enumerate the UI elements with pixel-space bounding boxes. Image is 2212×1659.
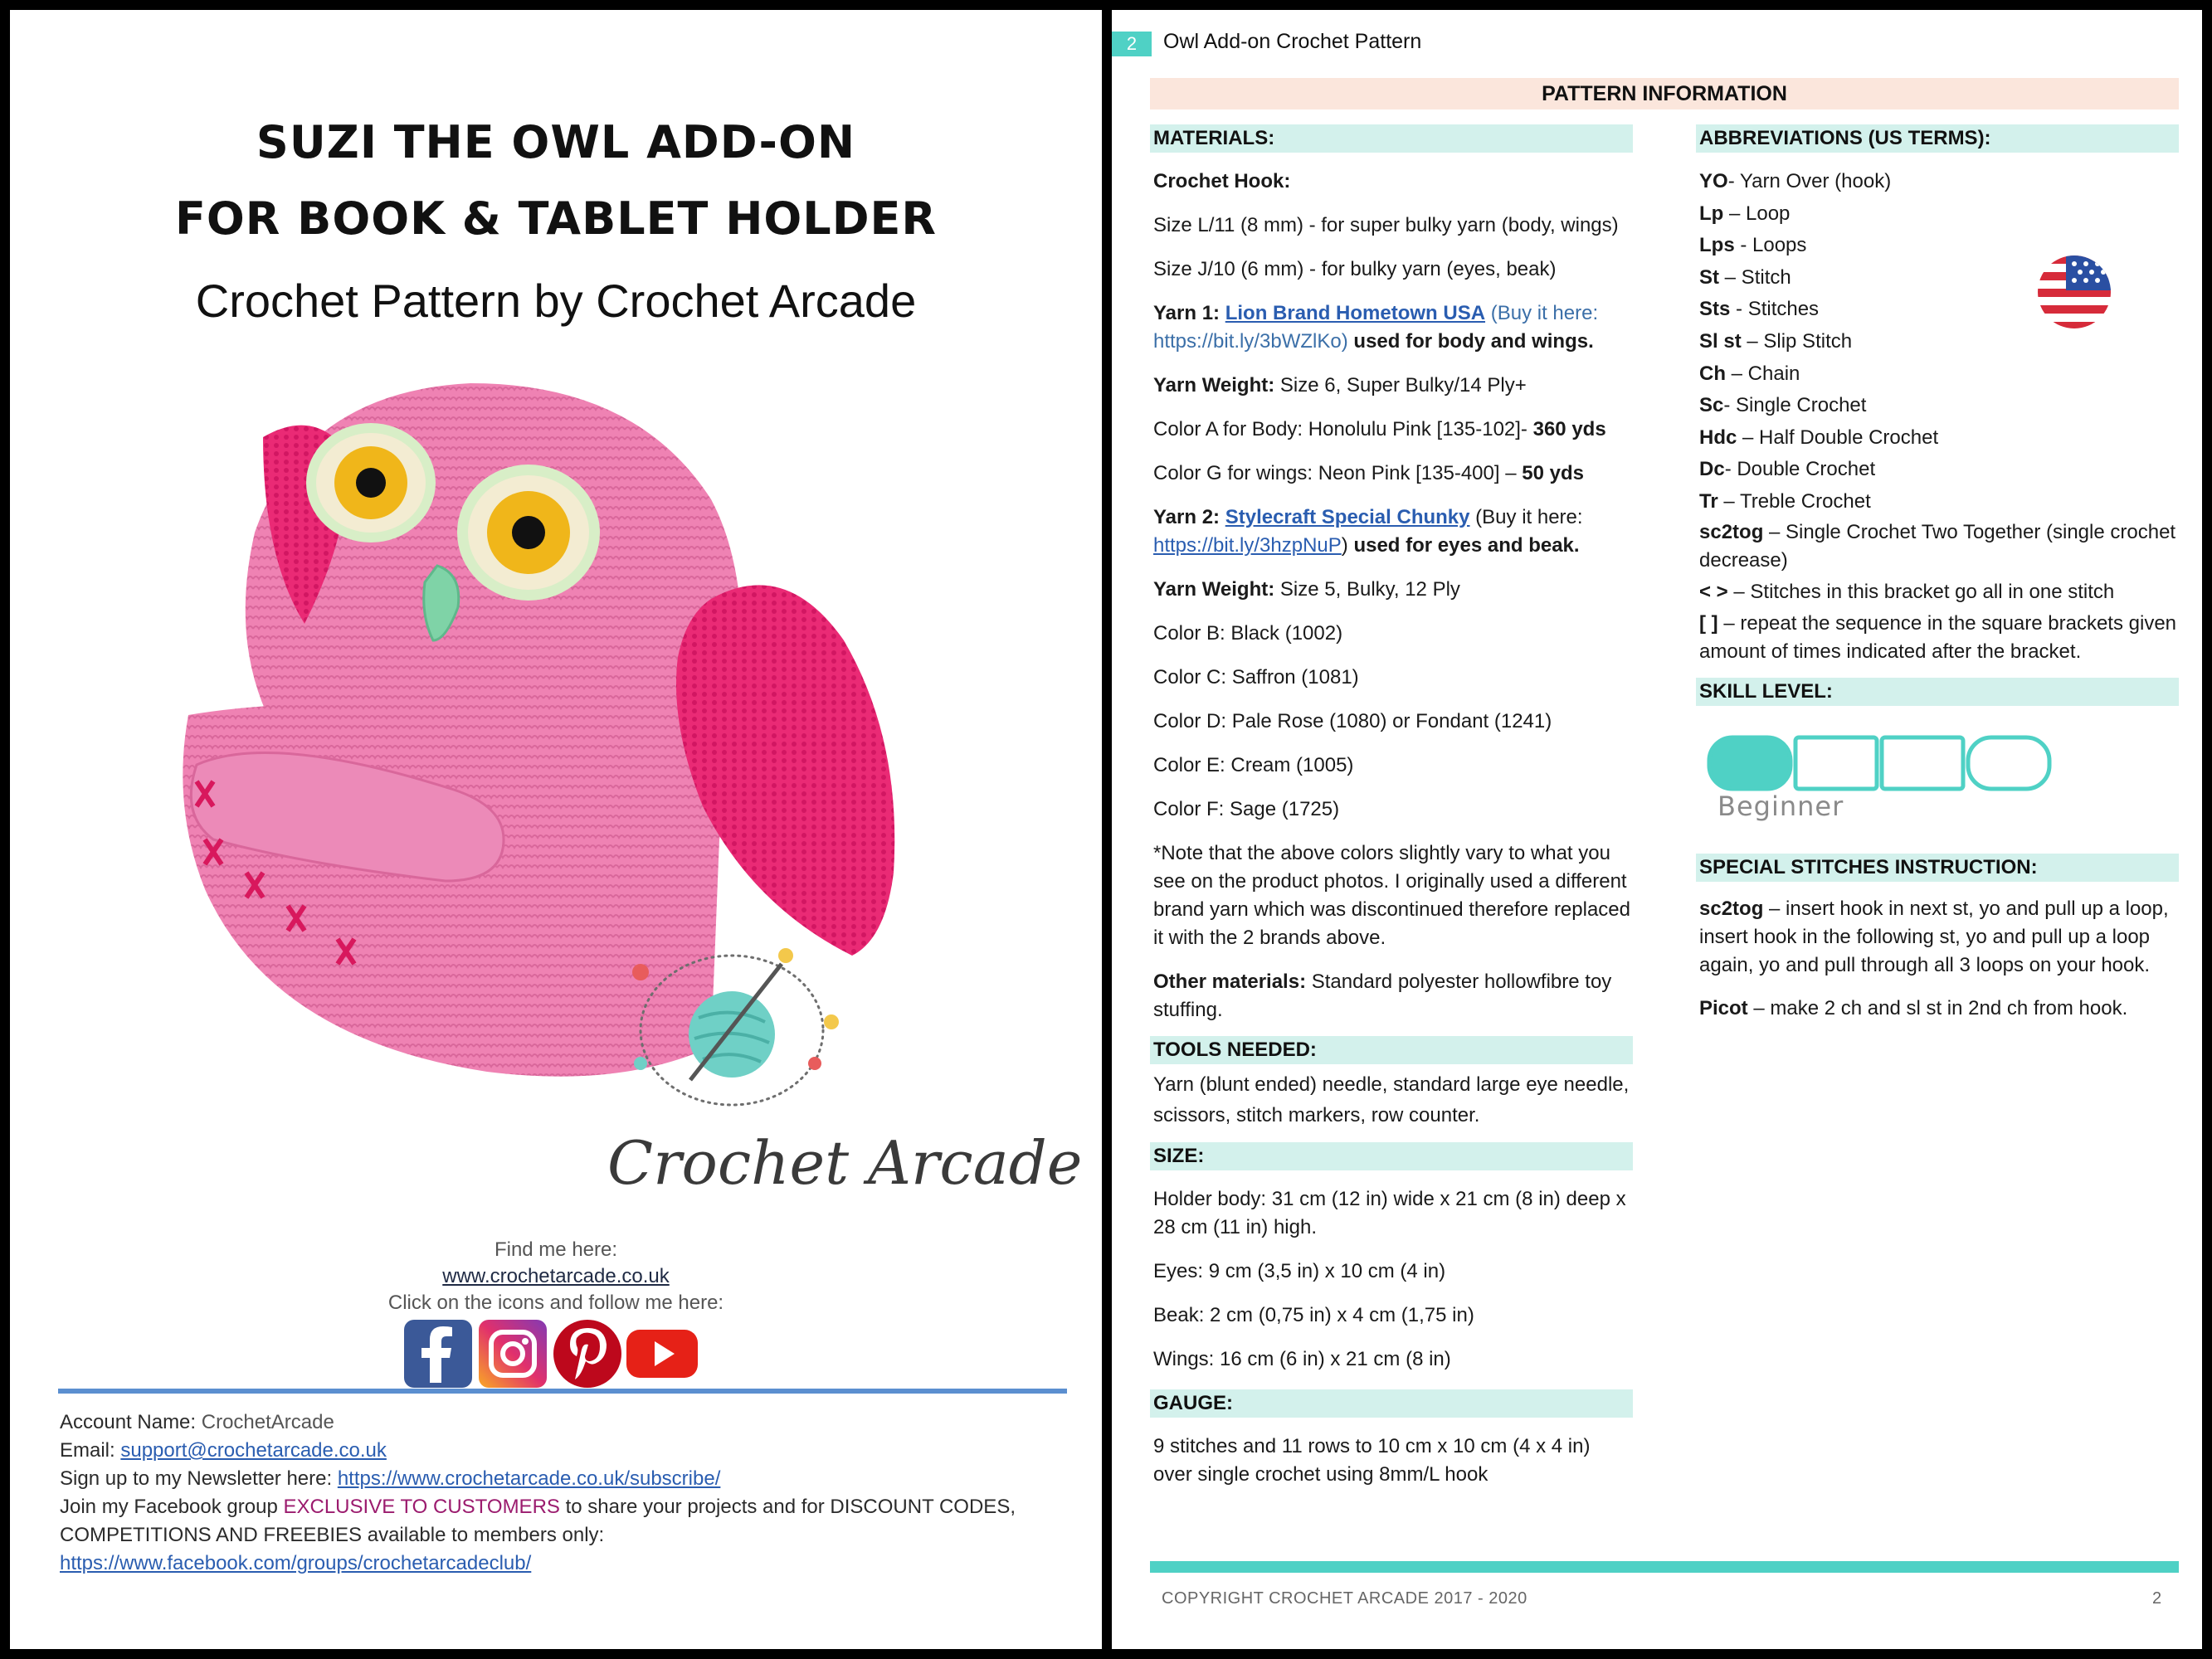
- abbreviation-item: [1696, 166, 2179, 198]
- contact-info: [60, 1408, 1080, 1578]
- cover-subtitle: Crochet Pattern by Crochet Arcade: [195, 275, 917, 327]
- abbreviation-term: < >: [1699, 580, 1728, 603]
- footer-page-number: 2: [2152, 1589, 2162, 1608]
- color-d: Color D: Pale Rose (1080) or Fondant (1241): [1153, 710, 1552, 732]
- facebook-icon[interactable]: [404, 1320, 472, 1388]
- abbreviation-desc: – Single Crochet Two Together (single crochet decrease): [1699, 520, 2176, 572]
- abbreviation-term: Sl st: [1699, 329, 1742, 353]
- abbreviation-item: [1696, 486, 2179, 518]
- instagram-icon[interactable]: [479, 1320, 547, 1388]
- skill-segment: [1968, 737, 2049, 789]
- color-note: *Note that the above colors slightly vary to what you see on the product photos. I originally used a different brand yarn which was discontinued therefore replaced it with the 2 brands above.: [1153, 842, 1631, 949]
- abbreviation-term: Tr: [1699, 489, 1718, 513]
- yarn1-use: used for body and wings.: [1353, 330, 1594, 353]
- abbreviation-item: [1696, 422, 2179, 455]
- abbreviation-term: Ch: [1699, 362, 1726, 385]
- page-header-title: Owl Add-on Crochet Pattern: [1163, 30, 1422, 53]
- yarn1-url[interactable]: https://bit.ly/3bWZlKo): [1153, 330, 1348, 353]
- page-number-badge: 2: [1112, 32, 1152, 56]
- cover-title-line2: FOR BOOK & TABLET HOLDER: [174, 192, 937, 245]
- cover-page: [10, 10, 1102, 1649]
- newsletter-label: Sign up to my Newsletter here:: [60, 1467, 333, 1490]
- email-label: Email:: [60, 1439, 115, 1462]
- abbreviation-term: Sc: [1699, 394, 1724, 417]
- abbreviation-desc: - Double Crochet: [1724, 458, 1876, 481]
- color-g: [1150, 460, 1633, 488]
- account-line: [60, 1408, 1080, 1437]
- abbreviation-desc: – Treble Crochet: [1717, 489, 1871, 513]
- special-sc2tog-label: sc2tog: [1699, 897, 1764, 920]
- gauge-text: 9 stitches and 11 rows to 10 cm x 10 cm (4 x 4 in) over single crochet using 8mm/L hook: [1153, 1435, 1591, 1486]
- divider: [58, 1389, 1067, 1394]
- hook-size-2: Size J/10 (6 mm) - for bulky yarn (eyes, beak): [1153, 258, 1557, 280]
- color-f: Color F: Sage (1725): [1153, 798, 1340, 820]
- abbreviation-desc: - Yarn Over (hook): [1727, 170, 1892, 192]
- abbreviation-term: Dc: [1699, 458, 1725, 481]
- website-link[interactable]: www.crochetarcade.co.uk: [442, 1265, 670, 1287]
- logo-text: Crochet Arcade: [607, 1128, 1083, 1198]
- abbreviation-item: [1696, 454, 2179, 486]
- yarn-weight-label-2: Yarn Weight:: [1153, 578, 1275, 601]
- skill-level-heading: SKILL LEVEL:: [1696, 678, 2179, 706]
- facebook-group-link[interactable]: https://www.facebook.com/groups/crochetarcadeclub/: [60, 1552, 532, 1574]
- skill-segment: [1882, 737, 1963, 789]
- account-value: CrochetArcade: [201, 1411, 334, 1433]
- abbreviation-item: [1696, 198, 2179, 231]
- gauge-heading: GAUGE:: [1150, 1389, 1633, 1418]
- yarn2-use: used for eyes and beak.: [1353, 534, 1580, 557]
- abbreviation-term: St: [1699, 265, 1719, 289]
- facebook-group-line2: [60, 1521, 1080, 1578]
- yarn1-link[interactable]: Lion Brand Hometown USA: [1225, 302, 1486, 324]
- pattern-information-banner: PATTERN INFORMATION: [1150, 78, 2179, 109]
- hook-size-1: Size L/11 (8 mm) - for super bulky yarn (body, wings): [1153, 214, 1619, 236]
- special-picot-label: Picot: [1699, 996, 1748, 1019]
- skill-segment: [1709, 737, 1791, 789]
- fb-join-prefix: Join my Facebook group: [60, 1496, 278, 1518]
- abbreviation-desc: - Loops: [1734, 234, 1807, 257]
- find-me-label: Find me here:: [494, 1238, 618, 1261]
- facebook-group-line: [60, 1493, 1080, 1521]
- color-a: [1150, 416, 1633, 444]
- cover-title-line1: SUZI THE OWL ADD-ON: [256, 116, 856, 168]
- newsletter-link[interactable]: https://www.crochetarcade.co.uk/subscribe/: [337, 1467, 721, 1490]
- tools-heading: TOOLS NEEDED:: [1150, 1036, 1633, 1064]
- abbreviation-desc: – Loop: [1723, 202, 1791, 225]
- yarn2-buy: (Buy it here:: [1475, 506, 1583, 528]
- abbreviation-item: [1696, 518, 2179, 575]
- color-e: Color E: Cream (1005): [1153, 754, 1354, 776]
- color-g-yards: 50 yds: [1522, 462, 1584, 484]
- special-stitches-heading: SPECIAL STITCHES INSTRUCTION:: [1696, 854, 2179, 882]
- abbreviation-item: [1696, 358, 2179, 391]
- size-eyes: Eyes: 9 cm (3,5 in) x 10 cm (4 in): [1153, 1260, 1446, 1282]
- footer-rule: [1150, 1561, 2179, 1573]
- materials-heading: MATERIALS:: [1150, 124, 1633, 153]
- yarn2-weight: [1150, 576, 1633, 604]
- hook-label: Crochet Hook:: [1153, 170, 1291, 192]
- abbreviations-heading: ABBREVIATIONS (US TERMS):: [1696, 124, 2179, 153]
- email-link[interactable]: support@crochetarcade.co.uk: [120, 1439, 387, 1462]
- abbreviation-desc: – Chain: [1726, 362, 1800, 385]
- size-beak: Beak: 2 cm (0,75 in) x 4 cm (1,75 in): [1153, 1304, 1474, 1326]
- abbreviation-item: [1696, 326, 2179, 358]
- abbreviation-desc: – Half Double Crochet: [1737, 426, 1939, 449]
- skill-level-label: Beginner: [1717, 790, 1844, 822]
- abbreviation-item: [1696, 390, 2179, 422]
- pattern-info-page: [1112, 10, 2202, 1649]
- fb-exclusive: EXCLUSIVE TO CUSTOMERS: [283, 1496, 560, 1518]
- skill-segment: [1795, 737, 1877, 789]
- other-materials-label: Other materials:: [1153, 971, 1307, 993]
- yarn1-buy: (Buy it here:: [1490, 302, 1599, 324]
- abbreviation-term: Lp: [1699, 202, 1724, 225]
- color-b: Color B: Black (1002): [1153, 622, 1343, 645]
- yarn2-weight-value: Size 5, Bulky, 12 Ply: [1279, 578, 1460, 601]
- abbreviation-item: [1696, 610, 2179, 666]
- yarn1-weight: [1150, 372, 1633, 400]
- abbreviation-term: sc2tog: [1699, 520, 1764, 543]
- email-line: [60, 1437, 1080, 1465]
- color-a-yards: 360 yds: [1532, 418, 1606, 440]
- yarn1-weight-value: Size 6, Super Bulky/14 Ply+: [1279, 374, 1527, 397]
- abbreviation-desc: – Slip Stitch: [1741, 329, 1853, 353]
- youtube-icon[interactable]: [628, 1320, 696, 1388]
- abbreviation-desc: - Stitches: [1730, 298, 1820, 321]
- follow-label: Click on the icons and follow me here:: [387, 1292, 724, 1314]
- yarn2-link[interactable]: Stylecraft Special Chunky: [1225, 506, 1470, 528]
- size-body: Holder body: 31 cm (12 in) wide x 21 cm (8 in) deep x 28 cm (11 in) high.: [1153, 1188, 1626, 1238]
- pinterest-icon[interactable]: [553, 1320, 621, 1388]
- color-g-text: Color G for wings: Neon Pink [135-400] –: [1153, 462, 1517, 484]
- yarn1-info: [1150, 299, 1633, 356]
- abbreviation-term: Sts: [1699, 298, 1731, 321]
- color-a-text: Color A for Body: Honolulu Pink [135-102]-: [1153, 418, 1527, 440]
- yarn1-label: Yarn 1:: [1153, 302, 1220, 324]
- special-picot-text: – make 2 ch and sl st in 2nd ch from hook.: [1747, 996, 2128, 1019]
- footer-copyright: COPYRIGHT CROCHET ARCADE 2017 - 2020: [1162, 1589, 1527, 1608]
- social-icons: [404, 1316, 696, 1391]
- special-sc2tog-text: – insert hook in next st, yo and pull up a loop, insert hook in the following st, yo and pull up a loop again, yo and pull through all 3 loops on your hook.: [1699, 897, 2169, 976]
- abbreviation-desc: – Stitch: [1719, 265, 1791, 289]
- other-materials: [1150, 968, 1633, 1024]
- abbreviation-term: [ ]: [1699, 611, 1718, 635]
- abbreviation-term: YO: [1699, 170, 1728, 192]
- abbreviation-desc: – repeat the sequence in the square brackets given amount of times indicated after the bracket.: [1699, 611, 2177, 663]
- yarn-weight-label: Yarn Weight:: [1153, 374, 1275, 397]
- account-label: Account Name:: [60, 1411, 197, 1433]
- color-c: Color C: Saffron (1081): [1153, 666, 1359, 688]
- abbreviation-term: Lps: [1699, 234, 1735, 257]
- tools-text: Yarn (blunt ended) needle, standard large eye needle, scissors, stitch markers, row counter.: [1153, 1073, 1630, 1126]
- special-sc2tog: [1696, 895, 2179, 980]
- newsletter-line: [60, 1465, 1080, 1493]
- special-picot: [1696, 995, 2179, 1023]
- yarn2-label: Yarn 2:: [1153, 506, 1220, 528]
- fb-join-suffix: to share your projects and for DISCOUNT CODES,: [565, 1496, 1016, 1518]
- abbreviation-desc: - Single Crochet: [1723, 394, 1867, 417]
- fb-line2: COMPETITIONS AND FREEBIES available to members only:: [60, 1524, 605, 1546]
- abbreviations-list: [1696, 166, 2179, 666]
- abbreviation-item: [1696, 578, 2179, 606]
- yarn2-info: Yarn 2: Stylecraft Special Chunky (Buy it here: https://bit.ly/3hzpNuP) used for eyes and beak.: [1153, 506, 1583, 557]
- materials-column: [1150, 124, 1633, 1489]
- other-materials-value: Standard polyester hollowfibre toy stuffing.: [1153, 971, 1612, 1021]
- abbreviation-desc: – Stitches in this bracket go all in one stitch: [1727, 580, 2115, 603]
- yarn2-url[interactable]: https://bit.ly/3hzpNuP: [1153, 534, 1342, 557]
- size-heading: SIZE:: [1150, 1142, 1633, 1170]
- abbreviation-term: Hdc: [1699, 426, 1737, 449]
- crochet-arcade-logo: [591, 939, 1083, 1204]
- skill-level-indicator: [1696, 706, 2179, 854]
- size-wings: Wings: 16 cm (6 in) x 21 cm (8 in): [1153, 1348, 1451, 1370]
- us-flag-icon: [2038, 255, 2111, 328]
